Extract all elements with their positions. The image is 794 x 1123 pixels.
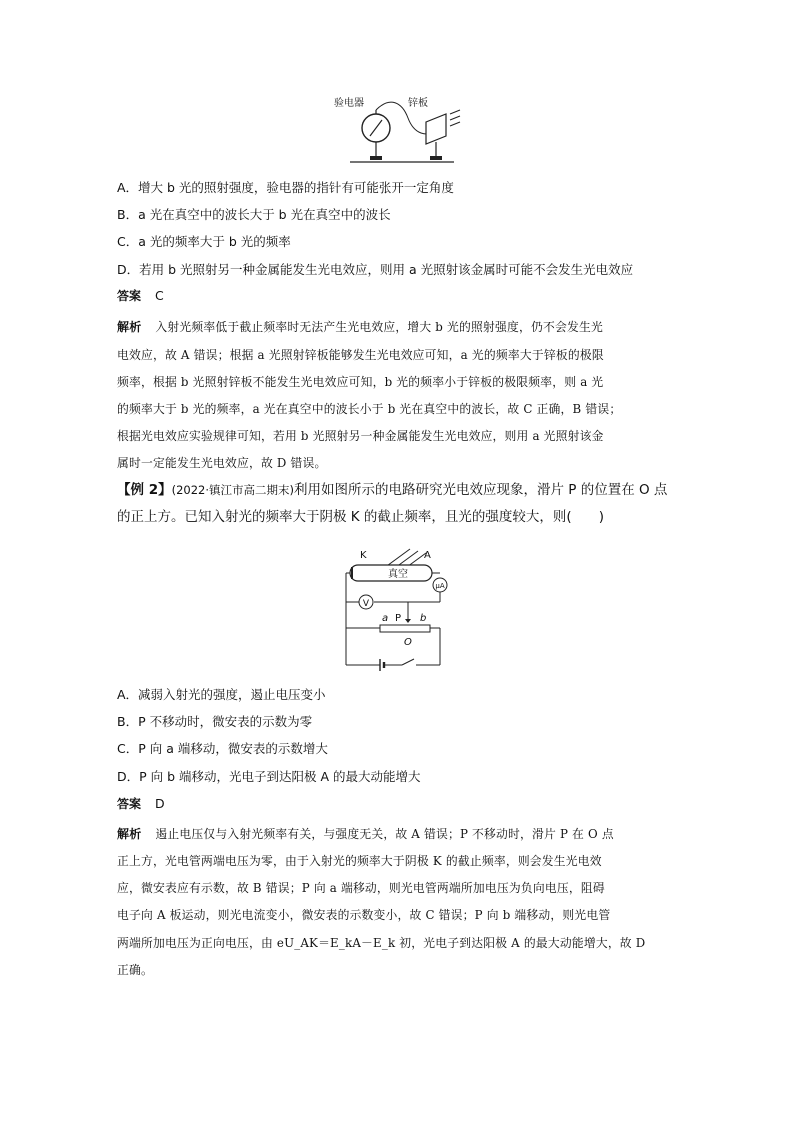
answer-label: 答案 — [117, 289, 142, 303]
answer-label: 答案 — [117, 797, 142, 811]
q1-analysis-line-4: 的频率大于 b 光的频率，a 光在真空中的波长小于 b 光在真空中的波长，故 C 正确，B 错误； — [117, 402, 622, 416]
cathode-label: K — [360, 550, 367, 561]
switch — [402, 659, 414, 665]
q2-analysis-line-3: 应，微安表应有示数，故 B 错误；P 向 a 端移动，则光电管两端所加电压为负向电压，阻碍 — [117, 881, 605, 895]
q1-option-c: C．a 光的频率大于 b 光的频率 — [117, 234, 291, 249]
zinc-plate — [426, 114, 446, 144]
q1-analysis-line-6: 属时一定能发生光电效应，故 D 错误。 — [117, 456, 327, 470]
q2-analysis-line-2: 正上方，光电管两端电压为零，由于入射光的频率大于阴极 K 的截止频率，则会发生光电效 — [117, 854, 602, 868]
q1-option-b: B．a 光在真空中的波长大于 b 光在真空中的波长 — [117, 207, 391, 222]
q2-analysis-line-5: 两端所加电压为正向电压，由 eU_AK＝E_kA－E_k 初，光电子到达阳极 A 的最大动能增大，故 D — [117, 936, 646, 950]
electroscope-figure — [330, 92, 470, 167]
q2-analysis-line-4: 电子向 A 板运动，则光电流变小，微安表的示数变小，故 C 错误；P 向 b 端移动，则光电管 — [117, 908, 611, 922]
slider-p — [405, 619, 411, 623]
q2-analysis-line-6: 正确。 — [117, 963, 153, 977]
q2-analysis-line-1: 解析 遏止电压仅与入射光频率有关，与强度无关，故 A 错误；P 不移动时，滑片 P 在 O 点 — [117, 827, 614, 841]
q1-analysis-line-1: 解析 入射光频率低于截止频率时无法产生光电效应，增大 b 光的照射强度，仍不会发生光 — [117, 320, 603, 334]
zinc-plate-label: 锌板 — [408, 98, 428, 109]
q2-option-b: B．P 不移动时，微安表的示数为零 — [117, 714, 313, 729]
rheostat-end-b: b — [420, 613, 427, 624]
example2-line-1: 【例 2】(2022·镇江市高二期末)利用如图所示的电路研究光电效应现象，滑片 P 的位置在 O 点 — [117, 482, 668, 498]
q2-option-a: A．减弱入射光的强度，遏止电压变小 — [117, 687, 326, 702]
rheostat — [380, 625, 430, 632]
vacuum-label: 真空 — [388, 569, 408, 580]
q2-option-d: D．P 向 b 端移动，光电子到达阳极 A 的最大动能增大 — [117, 769, 421, 784]
q1-option-a: A．增大 b 光的照射强度，验电器的指针有可能张开一定角度 — [117, 180, 454, 195]
q1-analysis-line-5: 根据光电效应实验规律可知，若用 b 光照射另一种金属能发生光电效应，则用 a 光照射该金 — [117, 429, 604, 443]
electroscope-needle — [370, 120, 382, 136]
answer-value: D — [155, 796, 165, 811]
q1-answer — [117, 287, 164, 305]
q1-option-d: D．若用 b 光照射另一种金属能发生光电效应，则用 a 光照射该金属时可能不会发生光电效应 — [117, 262, 634, 277]
electroscope-label: 验电器 — [334, 98, 364, 109]
example2-line-2: 的正上方。已知入射光的频率大于阴极 K 的截止频率，且光的强度较大，则( ) — [117, 509, 604, 525]
center-point-o: O — [404, 637, 412, 648]
rheostat-end-a: a — [382, 613, 389, 624]
q1-analysis-line-2: 电效应，故 A 错误；根据 a 光照射锌板能够发生光电效应可知，a 光的频率大于锌板的极限 — [117, 348, 604, 362]
q2-answer — [117, 795, 165, 813]
circuit-figure — [340, 545, 455, 675]
slider-label: P — [395, 613, 402, 624]
analysis-label: 解析 — [117, 320, 142, 334]
anode-label: A — [424, 550, 431, 561]
example-tag: 【例 2】 — [117, 482, 172, 498]
microammeter-label: μA — [435, 582, 445, 590]
answer-value: C — [155, 288, 164, 303]
q1-analysis-line-3: 频率，根据 b 光照射锌板不能发生光电效应可知，b 光的频率小于锌板的极限频率，则 a 光 — [117, 375, 604, 389]
analysis-label: 解析 — [117, 827, 142, 841]
q2-option-c: C．P 向 a 端移动，微安表的示数增大 — [117, 741, 328, 756]
voltmeter-label: V — [362, 599, 370, 609]
example-source: (2022·镇江市高二期末) — [171, 483, 294, 497]
